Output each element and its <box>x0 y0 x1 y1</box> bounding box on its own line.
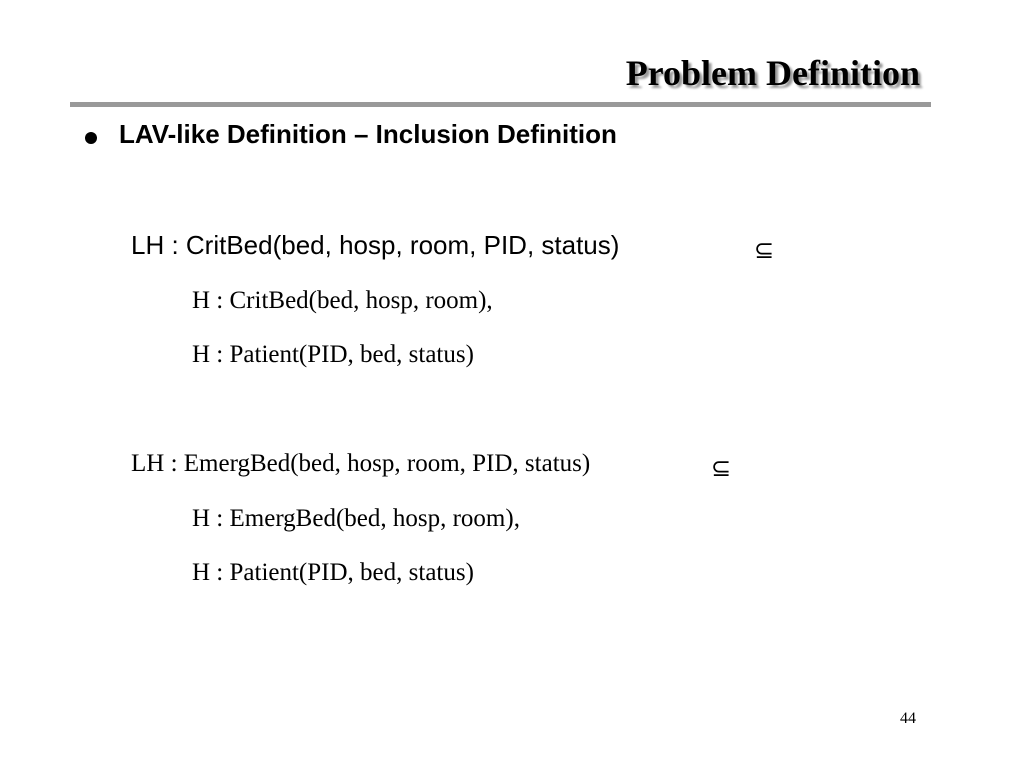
page-number: 44 <box>900 710 916 727</box>
definition-1-head: LH : CritBed(bed, hosp, room, PID, status) <box>131 230 620 260</box>
title-divider <box>70 102 931 107</box>
subset-symbol-icon: ⊆ <box>754 236 775 264</box>
subset-symbol-icon: ⊆ <box>711 454 732 482</box>
definition-2-head: LH : EmergBed(bed, hosp, room, PID, status) <box>131 450 591 477</box>
definition-2-line-1: H : EmergBed(bed, hosp, room), <box>192 505 520 532</box>
slide-title: Problem Definition <box>625 53 920 93</box>
definition-2-line-2: H : Patient(PID, bed, status) <box>192 559 474 586</box>
definition-1-line-1: H : CritBed(bed, hosp, room), <box>192 287 493 314</box>
bullet-icon <box>85 132 97 144</box>
definition-1-line-2: H : Patient(PID, bed, status) <box>192 341 474 368</box>
bullet-text: LAV-like Definition – Inclusion Definition <box>119 119 617 149</box>
